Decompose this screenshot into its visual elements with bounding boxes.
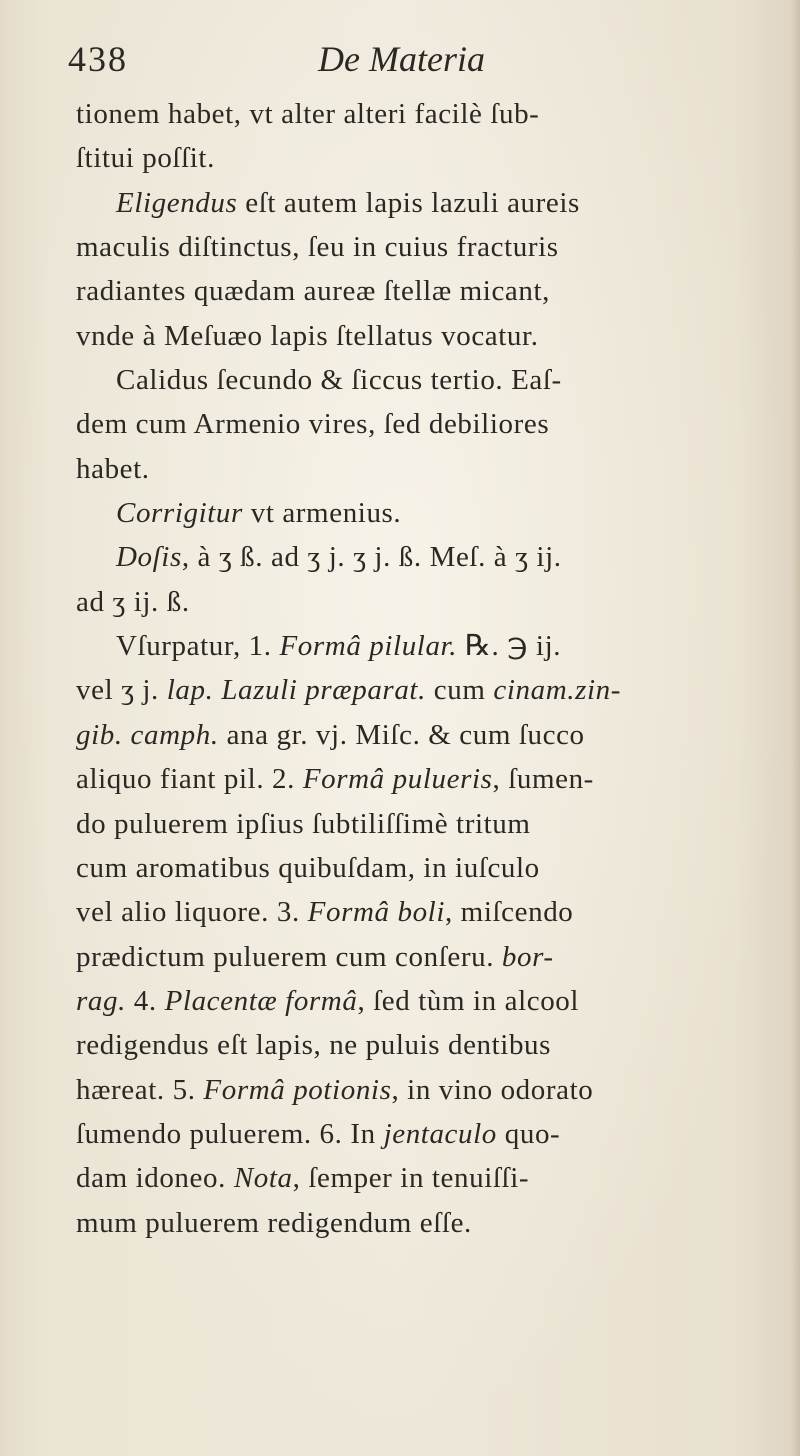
text-segment: vnde à Meſuæo lapis ſtellatus vocatur. bbox=[76, 319, 539, 352]
text-segment: , ſumen- bbox=[492, 763, 594, 796]
page-edge-shadow bbox=[790, 0, 800, 1456]
text-line bbox=[76, 314, 776, 358]
text-line bbox=[76, 358, 776, 402]
text-line bbox=[76, 225, 776, 269]
text-line bbox=[76, 757, 776, 801]
text-segment: ſtitui poſſit. bbox=[76, 142, 215, 175]
text-segment: ad ʒ ij. ß. bbox=[76, 585, 190, 618]
text-line bbox=[76, 713, 776, 757]
text-line bbox=[76, 935, 776, 979]
text-segment: do puluerem ipſius ſubtiliſſimè tritum bbox=[76, 807, 531, 840]
text-line bbox=[76, 624, 776, 668]
italic-text-segment: gib. camph. bbox=[76, 718, 219, 751]
text-line bbox=[76, 1068, 776, 1112]
italic-text-segment: jentaculo bbox=[383, 1117, 497, 1150]
text-line bbox=[76, 269, 776, 313]
italic-text-segment: Doſis bbox=[116, 541, 182, 574]
text-segment: quo- bbox=[496, 1117, 561, 1150]
text-segment: tionem habet, vt alter alteri facilè ſub- bbox=[76, 98, 540, 130]
text-segment: , ſed tùm in alcool bbox=[357, 984, 580, 1017]
text-line bbox=[76, 1023, 776, 1067]
text-segment: vt armenius. bbox=[242, 497, 402, 530]
text-line bbox=[76, 802, 776, 846]
text-line bbox=[76, 402, 776, 446]
text-segment: vel ʒ j. bbox=[76, 674, 167, 707]
italic-text-segment: Placentæ formâ bbox=[164, 984, 358, 1017]
italic-text-segment: Formâ potionis bbox=[203, 1073, 392, 1106]
text-line bbox=[76, 580, 776, 624]
italic-text-segment: Formâ boli bbox=[307, 896, 445, 929]
text-segment: dem cum Armenio vires, ſed debiliores bbox=[76, 408, 550, 441]
text-line bbox=[76, 491, 776, 535]
text-segment: redigendus eſt lapis, ne puluis dentibus bbox=[76, 1029, 552, 1062]
running-head bbox=[68, 38, 768, 94]
text-segment: habet. bbox=[76, 452, 150, 485]
text-line bbox=[76, 447, 776, 491]
text-segment: aliquo fiant pil. 2. bbox=[76, 763, 303, 796]
text-line bbox=[76, 136, 776, 180]
text-segment: , miſcendo bbox=[444, 896, 574, 929]
text-segment: hæreat. 5. bbox=[76, 1073, 204, 1106]
text-segment: , ſemper in tenuiſſi- bbox=[292, 1162, 530, 1195]
text-segment: mum puluerem redigendum eſſe. bbox=[76, 1206, 472, 1239]
text-line bbox=[76, 92, 776, 136]
italic-text-segment: Formâ pilular. bbox=[279, 630, 458, 663]
italic-text-segment: Eligendus bbox=[116, 186, 238, 219]
text-segment: Vſurpatur, 1. bbox=[116, 630, 280, 663]
text-segment: cum bbox=[425, 674, 494, 707]
italic-text-segment: Corrigitur bbox=[116, 497, 243, 530]
text-line bbox=[76, 1112, 776, 1156]
text-segment: , à ʒ ß. ad ʒ j. ʒ j. ß. Meſ. à ʒ ij. bbox=[181, 541, 562, 574]
text-segment: ℞. ℈ ij. bbox=[457, 630, 562, 663]
italic-text-segment: Nota bbox=[233, 1162, 293, 1195]
text-segment: maculis diſtinctus, ſeu in cuius fracturis bbox=[76, 231, 559, 264]
text-line bbox=[76, 668, 776, 712]
text-segment: dam idoneo. bbox=[76, 1162, 234, 1195]
text-line bbox=[76, 979, 776, 1023]
text-segment: ana gr. vj. Miſc. & cum ſucco bbox=[218, 718, 585, 751]
italic-text-segment: rag. bbox=[76, 984, 126, 1017]
italic-text-segment: lap. Lazuli præparat. bbox=[166, 674, 426, 707]
text-segment: 4. bbox=[125, 984, 165, 1017]
text-segment: cum aromatibus quibuſdam, in iuſculo bbox=[76, 851, 540, 884]
italic-text-segment: Formâ pulueris bbox=[302, 763, 493, 796]
text-segment: prædictum puluerem cum conſeru. bbox=[76, 940, 502, 973]
text-line bbox=[76, 181, 776, 225]
italic-text-segment: bor- bbox=[501, 940, 554, 973]
text-line bbox=[76, 890, 776, 934]
text-line bbox=[76, 535, 776, 579]
text-line bbox=[76, 1156, 776, 1200]
running-title: De Materia bbox=[318, 39, 485, 79]
body-text bbox=[76, 92, 776, 1245]
text-segment: radiantes quædam aureæ ſtellæ micant, bbox=[76, 275, 550, 308]
text-segment: , in vino odorato bbox=[391, 1073, 594, 1106]
text-line bbox=[76, 846, 776, 890]
text-segment: Calidus ſecundo & ſiccus tertio. Eaſ- bbox=[116, 364, 562, 397]
text-segment: vel alio liquore. 3. bbox=[76, 896, 308, 929]
text-segment: eſt autem lapis lazuli aureis bbox=[237, 186, 580, 219]
text-line bbox=[76, 1201, 776, 1245]
italic-text-segment: cinam.zin- bbox=[493, 674, 621, 707]
page-number: 438 bbox=[68, 39, 128, 79]
text-segment: ſumendo puluerem. 6. In bbox=[76, 1117, 384, 1150]
